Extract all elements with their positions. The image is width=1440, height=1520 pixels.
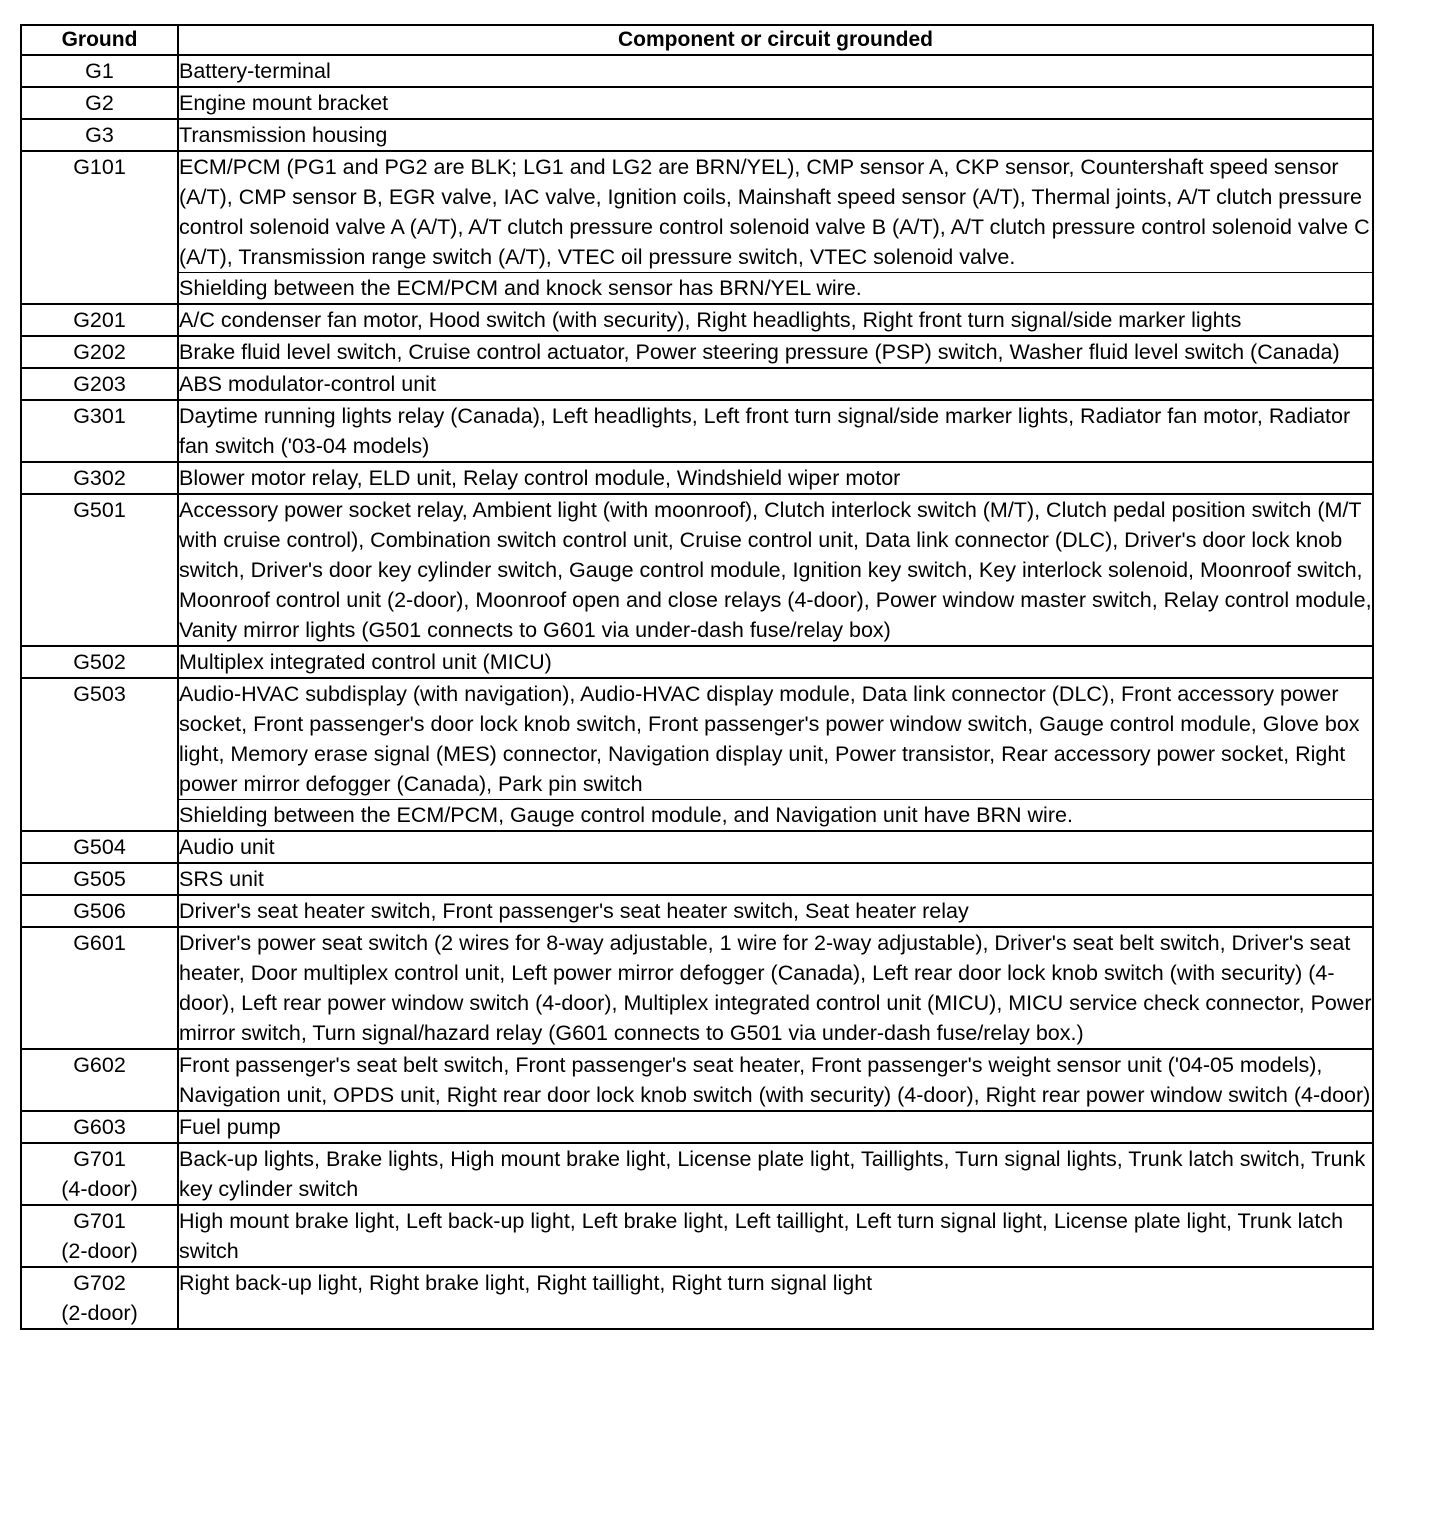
ground-cell bbox=[21, 678, 178, 831]
component-text: Fuel pump bbox=[179, 1115, 281, 1139]
component-text: Audio unit bbox=[179, 835, 275, 859]
ground-cell bbox=[21, 55, 178, 87]
component-text: Multiplex integrated control unit (MICU) bbox=[179, 650, 552, 674]
ground-table-document bbox=[20, 24, 1372, 1330]
ground-id: G301 bbox=[73, 404, 126, 428]
ground-id: G302 bbox=[73, 466, 126, 490]
ground-id: G505 bbox=[73, 867, 126, 891]
table-row bbox=[21, 646, 1373, 678]
component-cell bbox=[178, 1143, 1373, 1205]
component-cell bbox=[178, 831, 1373, 863]
component-text: Battery-terminal bbox=[179, 59, 331, 83]
component-cell bbox=[178, 87, 1373, 119]
table-row bbox=[21, 87, 1373, 119]
component-text: Right back-up light, Right brake light, Right taillight, Right turn signal light bbox=[179, 1271, 873, 1295]
table-row bbox=[21, 400, 1373, 462]
table-row bbox=[21, 119, 1373, 151]
ground-cell bbox=[21, 400, 178, 462]
header-component: Component or circuit grounded bbox=[178, 25, 1373, 55]
component-cell bbox=[178, 494, 1373, 646]
table-row bbox=[21, 55, 1373, 87]
ground-id: G601 bbox=[73, 931, 126, 955]
ground-cell bbox=[21, 1049, 178, 1111]
component-cell bbox=[178, 646, 1373, 678]
ground-cell bbox=[21, 1143, 178, 1205]
table-row bbox=[21, 151, 1373, 304]
component-text: Blower motor relay, ELD unit, Relay control module, Windshield wiper motor bbox=[179, 466, 901, 490]
ground-id: G3 bbox=[85, 123, 114, 147]
ground-cell bbox=[21, 119, 178, 151]
ground-id: G506 bbox=[73, 899, 126, 923]
ground-id: G603 bbox=[73, 1115, 126, 1139]
ground-id: G701 bbox=[73, 1209, 126, 1233]
ground-variant: (4-door) bbox=[61, 1177, 138, 1201]
component-cell bbox=[178, 1111, 1373, 1143]
ground-cell bbox=[21, 1267, 178, 1329]
table-row bbox=[21, 1143, 1373, 1205]
ground-id: G203 bbox=[73, 372, 126, 396]
ground-id: G501 bbox=[73, 498, 126, 522]
ground-cell bbox=[21, 646, 178, 678]
ground-cell bbox=[21, 927, 178, 1049]
table-row bbox=[21, 927, 1373, 1049]
table-row bbox=[21, 1111, 1373, 1143]
ground-variant: (2-door) bbox=[61, 1301, 138, 1325]
ground-cell bbox=[21, 304, 178, 336]
component-text: Driver's seat heater switch, Front passenger's seat heater switch, Seat heater relay bbox=[179, 899, 969, 923]
ground-variant: (2-door) bbox=[61, 1239, 138, 1263]
component-cell bbox=[178, 55, 1373, 87]
header-ground: Ground bbox=[21, 25, 178, 55]
ground-cell bbox=[21, 1111, 178, 1143]
component-text: High mount brake light, Left back-up light, Left brake light, Left taillight, Left turn signal light, License plate light, Trunk latch switch bbox=[179, 1209, 1344, 1263]
ground-id: G701 bbox=[73, 1147, 126, 1171]
ground-id: G202 bbox=[73, 340, 126, 364]
ground-cell bbox=[21, 151, 178, 304]
shielding-note: Shielding between the ECM/PCM, Gauge control module, and Navigation unit have BRN wire. bbox=[179, 799, 1372, 830]
component-text: A/C condenser fan motor, Hood switch (with security), Right headlights, Right front turn signal/side marker lights bbox=[179, 308, 1242, 332]
component-text: ABS modulator-control unit bbox=[179, 372, 436, 396]
ground-id: G503 bbox=[73, 682, 126, 706]
table-row bbox=[21, 1205, 1373, 1267]
ground-id: G602 bbox=[73, 1053, 126, 1077]
ground-id: G1 bbox=[85, 59, 114, 83]
component-cell bbox=[178, 462, 1373, 494]
ground-cell bbox=[21, 336, 178, 368]
ground-cell bbox=[21, 895, 178, 927]
component-text: Accessory power socket relay, Ambient light (with moonroof), Clutch interlock switch (M/T), Clutch pedal position switch (M/T with cruise control), Combination switch control unit, Cruise control unit, Data link connector (DLC), Driver's door lock knob switch, Driver's door key cylinder switch, Gauge control module, Ignition key switch, Key interlock solenoid, Moonroof switch, Moonroof control unit (2-door), Moonroof open and close relays (4-door), Power window master switch, Relay control module, Vanity mirror lights (G501 connects to G601 via under-dash fuse/relay box) bbox=[179, 498, 1372, 642]
component-text: Back-up lights, Brake lights, High mount brake light, License plate light, Taillights, Turn signal lights, Trunk latch switch, Trunk key cylinder switch bbox=[179, 1147, 1366, 1201]
ground-cell bbox=[21, 494, 178, 646]
component-cell bbox=[178, 895, 1373, 927]
component-text: Audio-HVAC subdisplay (with navigation), Audio-HVAC display module, Data link connector (DLC), Front accessory power socket, Front passenger's door lock knob switch, Front passenger's power window switch, Gauge control module, Glove box light, Memory erase signal (MES) connector, Navigation display unit, Power transistor, Rear accessory power socket, Right power mirror defogger (Canada), Park pin switch bbox=[179, 682, 1360, 796]
ground-id: G101 bbox=[73, 155, 126, 179]
component-text: Transmission housing bbox=[179, 123, 388, 147]
table-row bbox=[21, 678, 1373, 831]
ground-cell bbox=[21, 863, 178, 895]
component-text: ECM/PCM (PG1 and PG2 are BLK; LG1 and LG2 are BRN/YEL), CMP sensor A, CKP sensor, Countershaft speed sensor (A/T), CMP sensor B, EGR valve, IAC valve, Ignition coils, Mainshaft speed sensor (A/T), Thermal joints, A/T clutch pressure control solenoid valve A (A/T), A/T clutch pressure control solenoid valve B (A/T), A/T clutch pressure control solenoid valve C (A/T), Transmission range switch (A/T), VTEC oil pressure switch, VTEC solenoid valve. bbox=[179, 155, 1370, 269]
component-text: Daytime running lights relay (Canada), Left headlights, Left front turn signal/side marker lights, Radiator fan motor, Radiator fan switch ('03-04 models) bbox=[179, 404, 1351, 458]
component-cell bbox=[178, 368, 1373, 400]
component-cell bbox=[178, 678, 1373, 831]
component-cell bbox=[178, 304, 1373, 336]
component-cell bbox=[178, 119, 1373, 151]
shielding-note: Shielding between the ECM/PCM and knock sensor has BRN/YEL wire. bbox=[179, 272, 1372, 303]
ground-cell bbox=[21, 368, 178, 400]
table-row bbox=[21, 368, 1373, 400]
ground-id: G702 bbox=[73, 1271, 126, 1295]
ground-id: G2 bbox=[85, 91, 114, 115]
component-cell bbox=[178, 151, 1373, 304]
table-row bbox=[21, 336, 1373, 368]
component-cell bbox=[178, 400, 1373, 462]
table-row bbox=[21, 462, 1373, 494]
ground-cell bbox=[21, 462, 178, 494]
table-row bbox=[21, 895, 1373, 927]
table-row bbox=[21, 831, 1373, 863]
table-row bbox=[21, 863, 1373, 895]
ground-id: G504 bbox=[73, 835, 126, 859]
table-row bbox=[21, 304, 1373, 336]
component-cell bbox=[178, 863, 1373, 895]
component-text: Brake fluid level switch, Cruise control actuator, Power steering pressure (PSP) switch, Washer fluid level switch (Canada) bbox=[179, 340, 1340, 364]
component-cell bbox=[178, 1049, 1373, 1111]
ground-cell bbox=[21, 831, 178, 863]
ground-cell bbox=[21, 1205, 178, 1267]
component-text: SRS unit bbox=[179, 867, 264, 891]
header-row bbox=[21, 25, 1373, 55]
ground-cell bbox=[21, 87, 178, 119]
component-cell bbox=[178, 336, 1373, 368]
ground-table bbox=[20, 24, 1374, 1330]
ground-id: G201 bbox=[73, 308, 126, 332]
table-body bbox=[21, 55, 1373, 1329]
component-cell bbox=[178, 1267, 1373, 1329]
table-row bbox=[21, 1267, 1373, 1329]
component-text: Front passenger's seat belt switch, Front passenger's seat heater, Front passenger's weight sensor unit ('04-05 models), Navigation unit, OPDS unit, Right rear door lock knob switch (with security) (4-door), Right rear power window switch (4-door) bbox=[179, 1053, 1371, 1107]
table-row bbox=[21, 1049, 1373, 1111]
table-row bbox=[21, 494, 1373, 646]
ground-id: G502 bbox=[73, 650, 126, 674]
component-text: Engine mount bracket bbox=[179, 91, 389, 115]
component-cell bbox=[178, 927, 1373, 1049]
component-cell bbox=[178, 1205, 1373, 1267]
component-text: Driver's power seat switch (2 wires for 8-way adjustable, 1 wire for 2-way adjustable), Driver's seat belt switch, Driver's seat heater, Door multiplex control unit, Left power mirror defogger (Canada), Left rear door lock knob switch (with security) (4-door), Left rear power window switch (4-door), Multiplex integrated control unit (MICU), MICU service check connector, Power mirror switch, Turn signal/hazard relay (G601 connects to G501 via under-dash fuse/relay box.) bbox=[179, 931, 1372, 1045]
